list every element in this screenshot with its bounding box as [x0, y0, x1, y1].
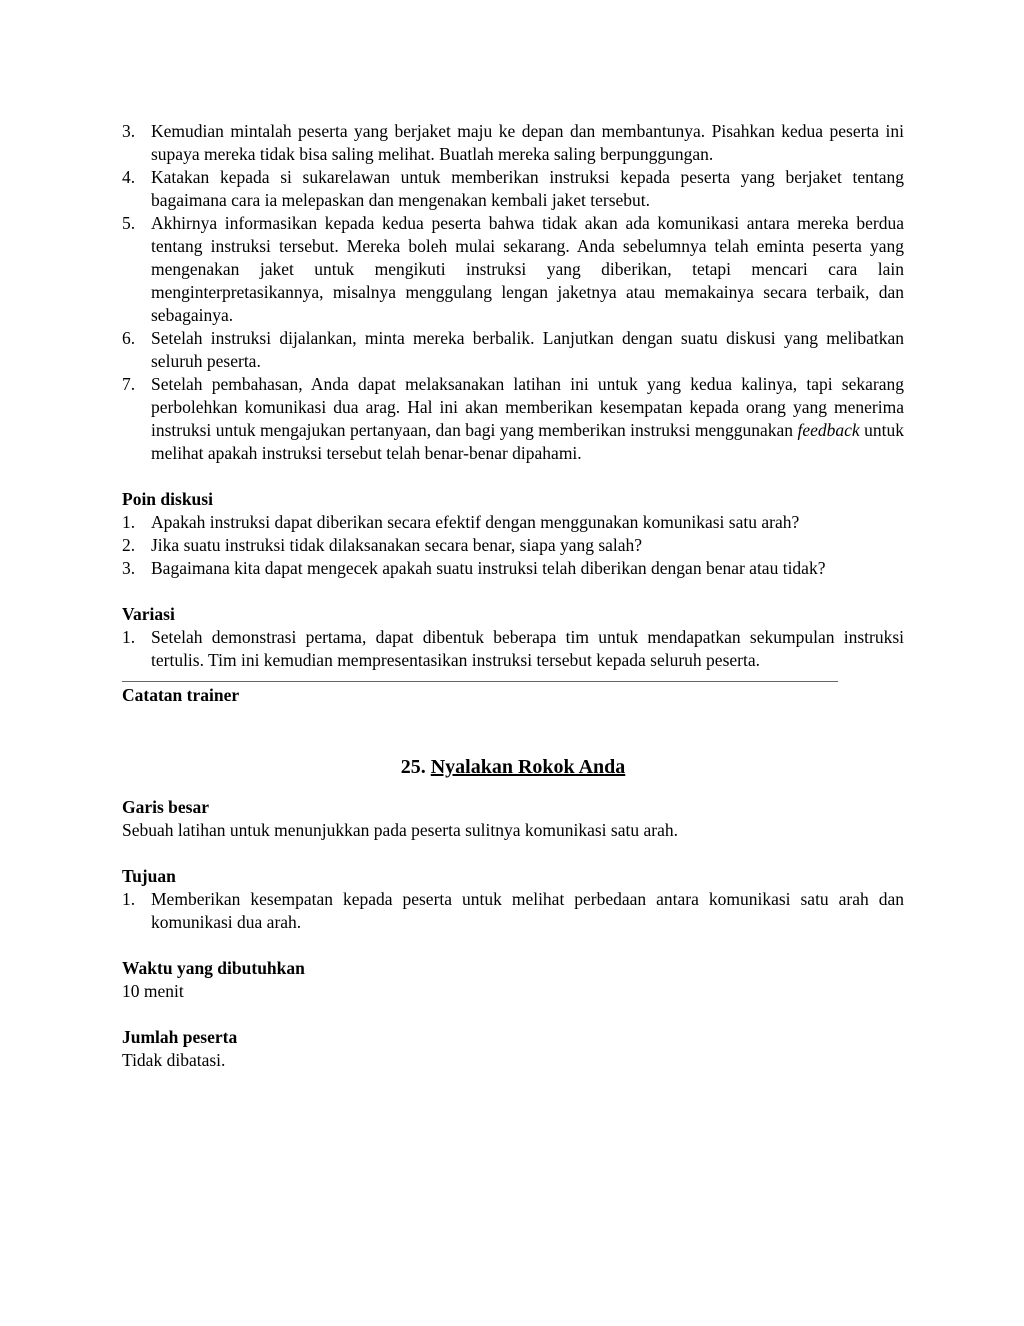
list-number: 5.: [122, 213, 136, 233]
list-text: Akhirnya informasikan kepada kedua peserta bahwa tidak akan ada komunikasi antara mereka berdua tentang instruksi tersebut. Mereka boleh mulai sekarang. Anda sebelumnya telah eminta peserta yang mengenakan jaket untuk mengikuti instruksi yang diberikan, tetapi mencari cara lain menginterpretasikannya, misalnya menggulang lengan jaketnya atau memakainya secara terbaik, dan sebagainya.: [151, 213, 904, 325]
list-item: [122, 888, 904, 934]
list-item: [122, 626, 904, 672]
list-text-italic: feedback: [797, 420, 860, 440]
list-text: Katakan kepada si sukarelawan untuk memberikan instruksi kepada peserta yang berjaket tentang bagaimana cara ia melepaskan dan mengenakan kembali jaket tersebut.: [151, 167, 904, 210]
list-text: Setelah instruksi dijalankan, minta mereka berbalik. Lanjutkan dengan suatu diskusi yang melibatkan seluruh peserta.: [151, 328, 904, 371]
list-item: [122, 557, 904, 580]
waktu-text: 10 menit: [122, 981, 184, 1001]
list-number: 4.: [122, 167, 136, 187]
tujuan-list: [122, 888, 904, 934]
waktu-heading: Waktu yang dibutuhkan: [122, 958, 305, 978]
list-text: Bagaimana kita dapat mengecek apakah suatu instruksi telah diberikan dengan benar atau tidak?: [151, 558, 826, 578]
document-page: [122, 120, 904, 1072]
list-number: 1.: [122, 889, 136, 909]
section-title-text: Nyalakan Rokok Anda: [430, 756, 626, 778]
list-text: Setelah demonstrasi pertama, dapat dibentuk beberapa tim untuk mendapatkan sekumpulan instruksi tertulis. Tim ini kemudian mempresentasikan instruksi tersebut kepada seluruh peserta.: [151, 627, 904, 670]
list-number: 2.: [122, 535, 136, 555]
jumlah-text: Tidak dibatasi.: [122, 1050, 226, 1070]
list-number: 1.: [122, 512, 136, 532]
list-text: Apakah instruksi dapat diberikan secara efektif dengan menggunakan komunikasi satu arah?: [151, 512, 800, 532]
list-number: 1.: [122, 627, 136, 647]
list-text: Setelah pembahasan, Anda dapat melaksanakan latihan ini untuk yang kedua kalinya, tapi sekarang perbolehkan komunikasi dua arag. Hal ini akan memberikan kesempatan kepada orang yang menerima instruksi untuk mengajukan pertanyaan, dan bagi yang memberikan instruksi menggunakan: [151, 374, 904, 440]
poin-diskusi-heading: Poin diskusi: [122, 489, 213, 509]
tujuan-heading: Tujuan: [122, 866, 176, 886]
list-text: Kemudian mintalah peserta yang berjaket maju ke depan dan membantunya. Pisahkan kedua peserta ini supaya mereka tidak bisa saling melihat. Buatlah mereka saling berpunggungan.: [151, 121, 904, 164]
list-item: [122, 327, 904, 373]
list-text: Memberikan kesempatan kepada peserta untuk melihat perbedaan antara komunikasi satu arah dan komunikasi dua arah.: [151, 889, 904, 932]
section-number: 25.: [400, 756, 426, 778]
list-number: 7.: [122, 374, 136, 394]
poin-diskusi-list: [122, 511, 904, 580]
list-number: 3.: [122, 121, 136, 141]
continued-steps-list: [122, 120, 904, 465]
list-item: [122, 511, 904, 534]
list-item: [122, 534, 904, 557]
catatan-trainer-heading: Catatan trainer: [122, 685, 240, 705]
variasi-heading: Variasi: [122, 604, 175, 624]
list-item: [122, 166, 904, 212]
variasi-list: [122, 626, 904, 672]
section-title: [122, 754, 904, 780]
list-item: [122, 120, 904, 166]
jumlah-heading: Jumlah peserta: [122, 1027, 238, 1047]
list-number: 3.: [122, 558, 136, 578]
list-item: [122, 212, 904, 327]
list-text: untuk melihat apakah instruksi tersebut telah benar-benar dipahami.: [151, 420, 904, 463]
garis-besar-heading: Garis besar: [122, 797, 210, 817]
list-item: [122, 373, 904, 465]
separator-line: [122, 681, 838, 682]
garis-besar-text: Sebuah latihan untuk menunjukkan pada peserta sulitnya komunikasi satu arah.: [122, 820, 678, 840]
list-text: Jika suatu instruksi tidak dilaksanakan secara benar, siapa yang salah?: [151, 535, 643, 555]
list-number: 6.: [122, 328, 136, 348]
